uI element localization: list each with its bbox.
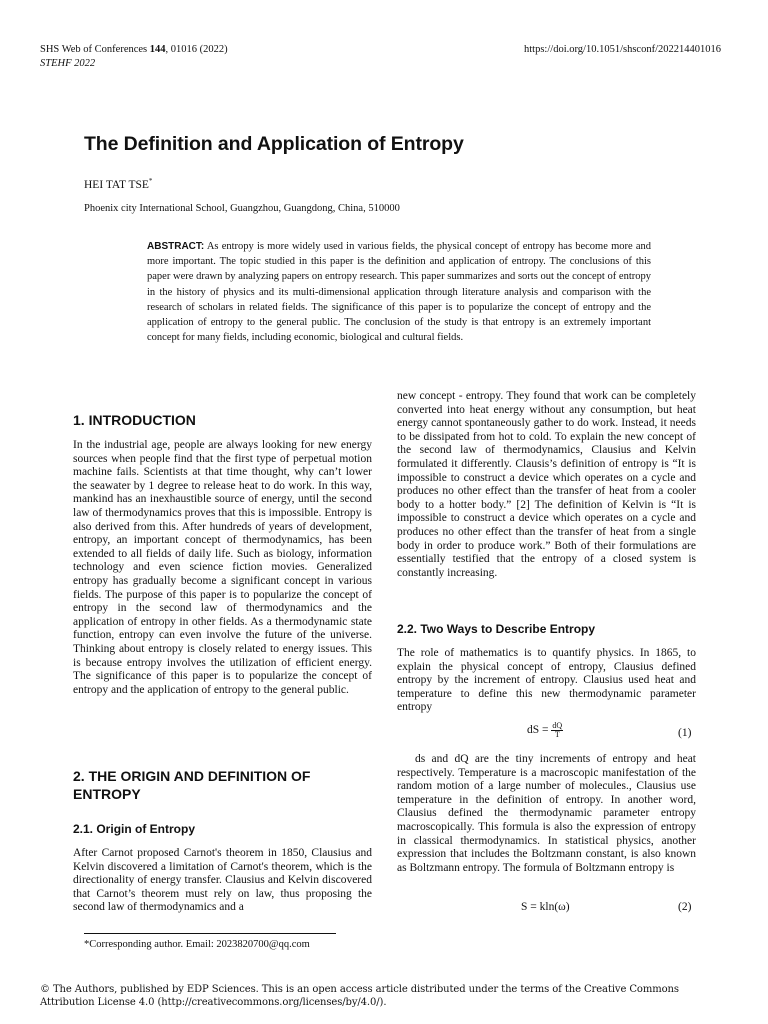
running-header-left [40, 43, 228, 71]
abstract-text: As entropy is more widely used in various fields, the physical concept of entropy has become more and more important. The topic studied in this paper is the definition and application of entropy. The conclusions of this paper were drawn by analyzing papers on entropy research. This paper summarizes and sorts out the concept of entropy in the history of physics and its multi-dimensional application through literature analysis and comparison with the research of scholars in related fields. The significance of this paper is to popularize the concept of entropy and the application of entropy to the general public. The conclusion of the study is that entropy is an extremely important concept for many fields, including economic, biological and cultural fields. [147, 241, 652, 344]
equation-1-lhs: dS = [527, 724, 549, 737]
ways-body: The role of mathematics is to quantify physics. In 1865, to explain the physical concept of entropy, Clausius defined entropy by the increment of entropy. Clausius used heat and temperature to define this new thermodynamic parameter entropy [397, 647, 696, 714]
abstract-label: ABSTRACT: [147, 241, 205, 252]
equation-2: S = kln(ω) [521, 901, 570, 913]
subsection-origin-heading: 2.1. Origin of Entropy [73, 822, 196, 836]
doi-link[interactable]: https://doi.org/10.1051/shsconf/202214401016 [524, 44, 721, 55]
equation-1-number: (1) [678, 727, 692, 739]
license-notice: © The Authors, published by EDP Sciences. This is an open access article distributed under the terms of the Creative Commons Attribution License 4.0 (http://creativecommons.org/licenses/by/4.0/). [40, 984, 679, 1008]
abstract [147, 239, 651, 345]
journal-citation: SHS Web of Conferences 144, 01016 (2022) [40, 44, 228, 55]
equation-1-denominator: T [554, 730, 560, 739]
origin-body-continued: new concept - entropy. They found that work can be completely converted into heat energy without any consumption, but heat energy cannot spontaneously gather to do work. Instead, it needs to be dissipated from hot to cold. To explain the new concept of the second law of thermodynamics, Clausius and Kelvin formulated it differently. Clausis’s definition of entropy is “It is impossible to construct a device which operates on a cycle and produces no other effect than the transfer of heat from a cooler body to a hotter body.” [2] The definition of Kelvin is “It is impossible to construct a device which operates on a cycle and produces no other effect than the transfer of heat from a single body in order to produce work.” Both of their formulations are essentially testified that the entropy of a closed system is constantly increasing. [397, 390, 696, 579]
subsection-ways-heading: 2.2. Two Ways to Describe Entropy [397, 622, 596, 636]
equation-1-fraction [551, 722, 563, 739]
corresponding-author-footnote: *Corresponding author. Email: 2023820700@qq.com [84, 939, 310, 950]
affiliation: Phoenix city International School, Guangzhou, Guangdong, China, 510000 [84, 203, 400, 214]
footnote-divider [84, 933, 336, 934]
volume-number: 144 [149, 44, 166, 55]
ways-body-continued: ds and dQ are the tiny increments of entropy and heat respectively. Temperature is a macroscopic manifestation of the random motion of a large number of molecules., Clausius use temperature in the definition of entropy. In another word, Clausius defined the thermodynamic parameter entropy macroscopically. This formula is also the expression of entropy in classical thermodynamics. In statistical physics, another expression that includes the Boltzmann constant, is also known as Boltzmann entropy. The formula of Boltzmann entropy is [397, 753, 696, 874]
conference-name: STEHF 2022 [40, 58, 96, 69]
equation-1-numerator: dQ [552, 721, 563, 730]
section-origin-heading: 2. THE ORIGIN AND DEFINITION OF ENTROPY [73, 768, 311, 802]
introduction-body: In the industrial age, people are always looking for new energy sources when people find that the first type of perpetual motion machine fails. Scientists at that time thought, why can’t lower the seawater by 1 degree to release heat to do work. In this way, mankind has an inexhaustible source of energy, until the second law of thermodynamics proves that this is impossible. Entropy is also derived from this. After hundreds of years of development, entropy, an important concept of thermodynamics, has been extended to all fields of daily life. Such as biology, information technology and even science fiction movies. Generalized entropy has gradually become a significant concept in various fields. The purpose of this paper is to popularize the concept of entropy in the second law of thermodynamics and the application of entropy in other fields. As a thermodynamic state function, entropy can even involve the future of the universe. Thinking about entropy is closely related to energy issues. This is because entropy involves the utilization of efficient energy. The significance of this paper is to popularize the concept of entropy and the application of entropy to the general public. [73, 439, 372, 696]
equation-1 [527, 722, 563, 739]
section-introduction-heading: 1. INTRODUCTION [73, 412, 196, 428]
paper-title: The Definition and Application of Entropy [84, 133, 464, 155]
author-mark: * [148, 177, 153, 185]
author-name: HEI TAT TSE [84, 178, 149, 191]
equation-2-number: (2) [678, 901, 692, 913]
author-line [84, 177, 152, 191]
origin-body: After Carnot proposed Carnot's theorem in 1850, Clausius and Kelvin discovered a limitation of Carnot's theorem, which is the directionality of energy transfer. Clausius and Kelvin discovered that Carnot’s theorem must rely on law, thus proposing the second law of thermodynamics and a [73, 847, 372, 914]
